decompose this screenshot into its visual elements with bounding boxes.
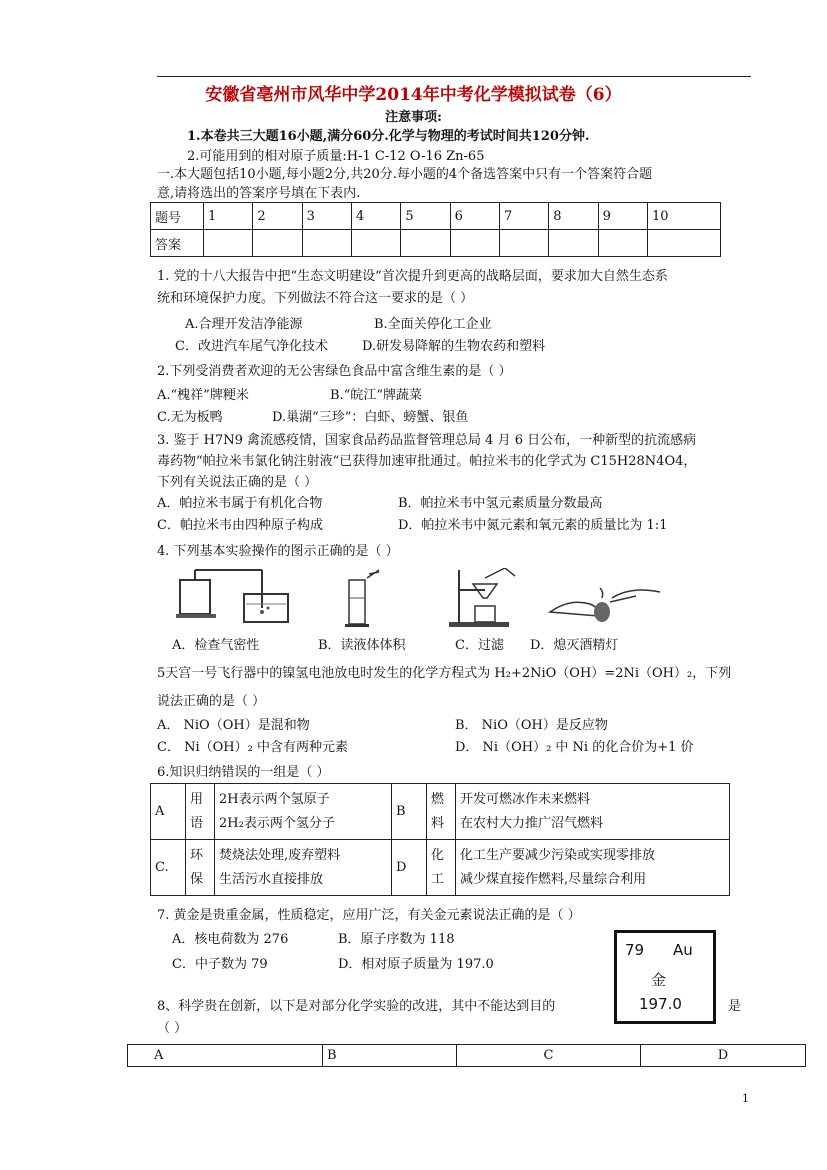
knowledge-category-char: 工	[431, 871, 445, 887]
q2-option-a: A.“槐祥”牌粳米	[157, 388, 249, 403]
knowledge-item: 化工生产要减少污染或实现零排放	[460, 847, 656, 863]
knowledge-item: 生活污水直接排放	[219, 871, 324, 887]
q1-option-b: B.全面关停化工企业	[374, 317, 492, 332]
knowledge-table	[150, 783, 730, 896]
answer-input-cell[interactable]	[253, 230, 302, 257]
q3-stem-1: 3. 鉴于 H7N9 禽流感疫情，国家食品药品监督管理总局 4 月 6 日公布，一种新型的抗流感病	[157, 433, 697, 448]
element-mass: 197.0	[639, 995, 682, 1013]
q5-stem-2: 说法正确的是（ ）	[157, 694, 266, 709]
knowledge-category	[427, 840, 456, 896]
q1-stem-1: 1. 党的十八大报告中把“生态文明建设”首次提升到更高的战略层面，要求加大自然生态系	[157, 269, 668, 284]
knowledge-row	[151, 784, 730, 840]
filtration-figure	[445, 568, 525, 628]
gold-element-card	[614, 930, 716, 1024]
q3-option-d: D．帕拉米韦中氮元素和氧元素的质量比为 1:1	[398, 518, 668, 533]
answer-table-cell: 2	[253, 203, 302, 230]
alcohol-lamp-figure	[540, 568, 670, 628]
knowledge-row	[151, 840, 730, 896]
answer-input-cell[interactable]	[302, 230, 351, 257]
knowledge-label: A	[151, 784, 186, 840]
q7-option-b: B．原子序数为 118	[338, 932, 455, 947]
notes-line-2: 2.可能用到的相对原子质量:H-1 C-12 O-16 Zn-65	[187, 149, 485, 164]
knowledge-category-char: 语	[190, 815, 204, 831]
answer-table-cell: 6	[450, 203, 499, 230]
answer-table-answer-row	[151, 230, 721, 257]
cylinder-reading-figure	[335, 568, 385, 628]
q8-header-b: B	[323, 1045, 457, 1067]
knowledge-category-char: 化	[431, 847, 445, 863]
answer-input-cell[interactable]	[450, 230, 499, 257]
q3-stem-2: 毒药物“帕拉米韦氯化钠注射液“已获得加速审批通过。帕拉米韦的化学式为 C15H28N4O4，	[157, 454, 697, 469]
q1-stem-2: 统和环境保护力度。下列做法不符合这一要求的是（ ）	[157, 291, 474, 306]
answer-table-cell: 5	[401, 203, 450, 230]
knowledge-items	[215, 840, 392, 896]
notes-heading: 注意事项:	[385, 110, 442, 125]
knowledge-category-char: 环	[190, 847, 204, 863]
knowledge-item: 开发可燃冰作未来燃料	[460, 791, 591, 807]
knowledge-label: C.	[151, 840, 186, 896]
q8-table	[127, 1044, 806, 1067]
knowledge-label: B	[392, 784, 427, 840]
q5-stem-1: 5天宫一号飞行器中的镍氢电池放电时发生的化学方程式为 H₂+2NiO（OH）=2Ni（OH）₂，下列	[157, 666, 732, 681]
answer-table-cell: 1	[204, 203, 253, 230]
q8-header-c: C	[457, 1045, 641, 1067]
knowledge-category	[186, 784, 215, 840]
airtight-check-figure	[172, 568, 302, 628]
q5-option-c: C． Ni（OH）₂ 中含有两种元素	[157, 740, 348, 755]
answer-table-cell: 4	[351, 203, 400, 230]
knowledge-category	[186, 840, 215, 896]
element-symbol: Au	[673, 941, 693, 959]
header-rule	[157, 76, 751, 77]
page-title: 安徽省亳州市风华中学2014年中考化学模拟试卷（6）	[205, 85, 622, 105]
q8-header-row	[128, 1045, 806, 1067]
q5-option-b: B． NiO（OH）是反应物	[455, 718, 608, 733]
q3-option-c: C．帕拉米韦由四种原子构成	[157, 518, 323, 533]
answer-table-cell: 9	[598, 203, 647, 230]
answer-table-cell: 10	[647, 203, 720, 230]
q1-option-d: D.研发易降解的生物农药和塑料	[362, 339, 546, 354]
knowledge-label: D	[392, 840, 427, 896]
q4-option-a: A．检查气密性	[172, 638, 260, 653]
answer-input-cell[interactable]	[351, 230, 400, 257]
q4-option-c: C．过滤	[455, 638, 504, 653]
q2-stem: 2.下列受消费者欢迎的无公害绿色食品中富含维生素的是（ ）	[157, 364, 512, 379]
answer-table-number-row	[151, 203, 721, 230]
q4-stem: 4. 下列基本实验操作的图示正确的是（ ）	[157, 544, 399, 559]
q3-option-a: A．帕拉米韦属于有机化合物	[157, 496, 323, 511]
q4-option-d: D．熄灭酒精灯	[530, 638, 619, 653]
q3-option-b: B．帕拉米韦中氢元素质量分数最高	[398, 496, 603, 511]
q2-option-d: D.巢湖“三珍”：白虾、螃蟹、银鱼	[272, 410, 469, 425]
notes-line-1: 1.本卷共三大题16小题,满分60分.化学与物理的考试时间共120分钟.	[187, 129, 590, 144]
answer-input-cell[interactable]	[598, 230, 647, 257]
knowledge-items	[215, 784, 392, 840]
knowledge-items	[456, 784, 730, 840]
answer-input-cell[interactable]	[499, 230, 548, 257]
q8-header-d: D	[641, 1045, 806, 1067]
element-atomic-number: 79	[625, 941, 645, 959]
answer-input-cell[interactable]	[401, 230, 450, 257]
q8-header-a: A	[128, 1045, 323, 1067]
knowledge-category-char: 燃	[431, 791, 445, 807]
answer-input-cell[interactable]	[549, 230, 598, 257]
knowledge-category-char: 保	[190, 871, 204, 887]
knowledge-item: 2H₂表示两个氢分子	[219, 815, 335, 831]
q3-stem-3: 下列有关说法正确的是（ ）	[157, 475, 318, 490]
knowledge-item: 在农村大力推广沼气燃料	[460, 815, 604, 831]
knowledge-items	[456, 840, 730, 896]
q6-stem: 6.知识归纳错误的一组是（ ）	[157, 765, 330, 780]
answer-table-cell: 7	[499, 203, 548, 230]
q8-stem-tail: 是	[728, 999, 742, 1014]
knowledge-item: 2H表示两个氢原子	[219, 791, 330, 807]
answer-table-header-number: 题号	[151, 203, 204, 230]
knowledge-category	[427, 784, 456, 840]
knowledge-item: 焚烧法处理,废弃塑料	[219, 847, 341, 863]
answer-input-cell[interactable]	[204, 230, 253, 257]
answer-table-header-answer: 答案	[151, 230, 204, 257]
section1-line-2: 意,请将选出的答案序号填在下表内.	[157, 186, 361, 201]
knowledge-item: 减少煤直接作燃料,尽量综合利用	[460, 871, 647, 887]
q5-option-d: D． Ni（OH）₂ 中 Ni 的化合价为+1 价	[455, 740, 694, 755]
q7-option-d: D．相对原子质量为 197.0	[338, 957, 494, 972]
q7-option-c: C．中子数为 79	[172, 957, 268, 972]
q1-option-a: A.合理开发洁净能源	[185, 317, 303, 332]
page-number: 1	[742, 1092, 749, 1105]
answer-table	[150, 202, 721, 257]
q4-option-b: B．读液体体积	[318, 638, 406, 653]
q8-stem: 8、科学贵在创新，以下是对部分化学实验的改进，其中不能达到目的	[157, 999, 556, 1014]
q5-option-a: A． NiO（OH）是混和物	[157, 718, 310, 733]
q7-stem: 7. 黄金是贵重金属，性质稳定，应用广泛，有关金元素说法正确的是（ ）	[157, 908, 581, 923]
knowledge-category-char: 用	[190, 791, 204, 807]
section1-line-1: 一.本大题包括10小题,每小题2分,共20分.每小题的4个备选答案中只有一个答案符合题	[157, 167, 653, 182]
q1-option-c: C．改进汽车尾气净化技术	[175, 339, 328, 354]
element-name: 金	[651, 971, 667, 989]
answer-table-cell: 8	[549, 203, 598, 230]
q7-option-a: A．核电荷数为 276	[172, 932, 289, 947]
q2-option-c: C.无为板鸭	[157, 410, 223, 425]
q2-option-b: B.“皖江”牌蔬菜	[330, 388, 422, 403]
answer-table-cell: 3	[302, 203, 351, 230]
q8-paren: （ ）	[157, 1021, 188, 1036]
knowledge-category-char: 料	[431, 815, 445, 831]
answer-input-cell[interactable]	[647, 230, 720, 257]
